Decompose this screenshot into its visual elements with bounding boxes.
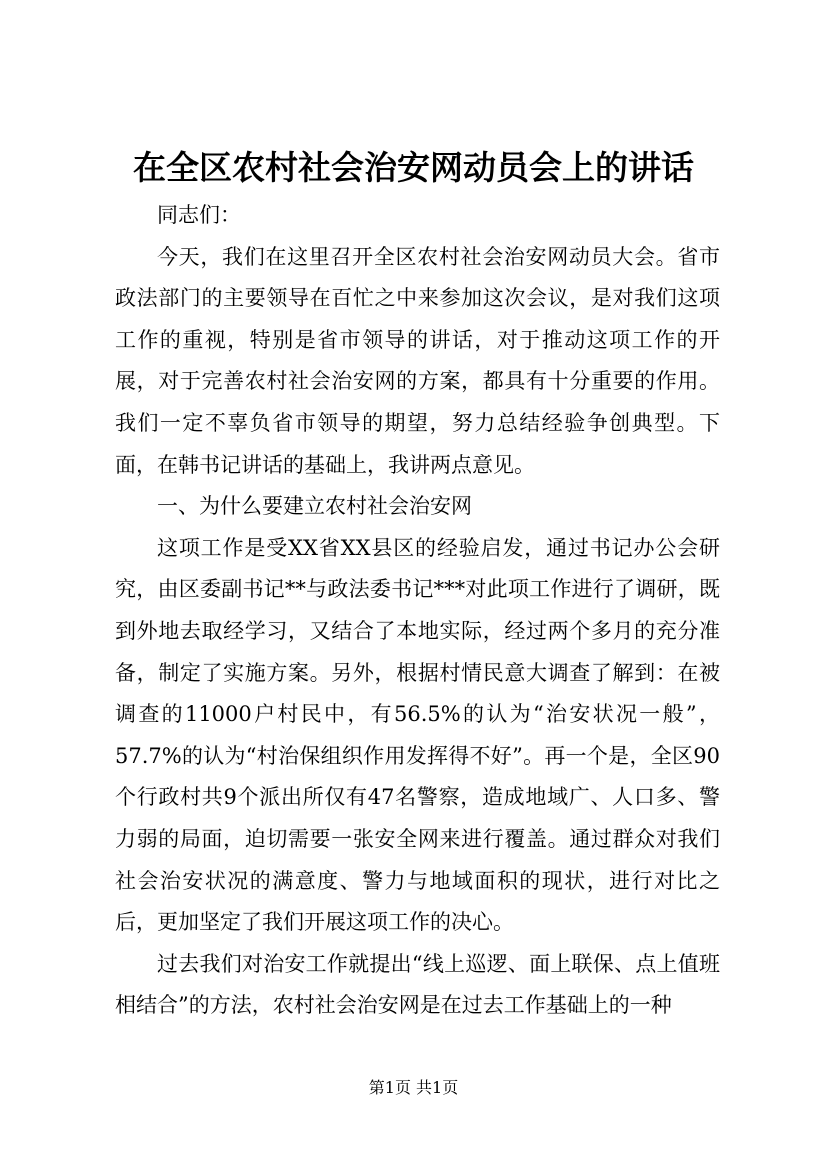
document-body — [115, 195, 720, 1027]
paragraph-background: 这项工作是受XX省XX县区的经验启发，通过书记办公会研究，由区委副书记**与政法委书记***对此项工作进行了调研，既到外地去取经学习，又结合了本地实际，经过两个多月的充分准备，制定了实施方案。另外，根据村情民意大调查了解到：在被调查的11000户村民中，有56.5%的认为“治安状况一般”，57.7%的认为“村治保组织作用发挥得不好”。再一个是，全区90个行政村共9个派出所仅有47名警察，造成地域广、人口多、警力弱的局面，迫切需要一张安全网来进行覆盖。通过群众对我们社会治安状况的满意度、警力与地域面积的现状，进行对比之后，更加坚定了我们开展这项工作的决心。 — [115, 535, 720, 935]
paragraph-past-work: 过去我们对治安工作就提出“线上巡逻、面上联保、点上值班相结合”的方法，农村社会治安网是在过去工作基础上的一种 — [115, 951, 720, 1018]
document-title: 在全区农村社会治安网动员会上的讲话 — [133, 148, 694, 187]
section-heading-1: 一、为什么要建立农村社会治安网 — [157, 494, 472, 519]
page-footer: 第1页 共1页 — [368, 1078, 459, 1097]
paragraph-opening: 今天，我们在这里召开全区农村社会治安网动员大会。省市政法部门的主要领导在百忙之中来参加这次会议，是对我们这项工作的重视，特别是省市领导的讲话，对于推动这项工作的开展，对于完善农村社会治安网的方案，都具有十分重要的作用。我们一定不辜负省市领导的期望，努力总结经验争创典型。下面，在韩书记讲话的基础上，我讲两点意见。 — [115, 244, 720, 477]
salutation: 同志们： — [157, 203, 241, 227]
